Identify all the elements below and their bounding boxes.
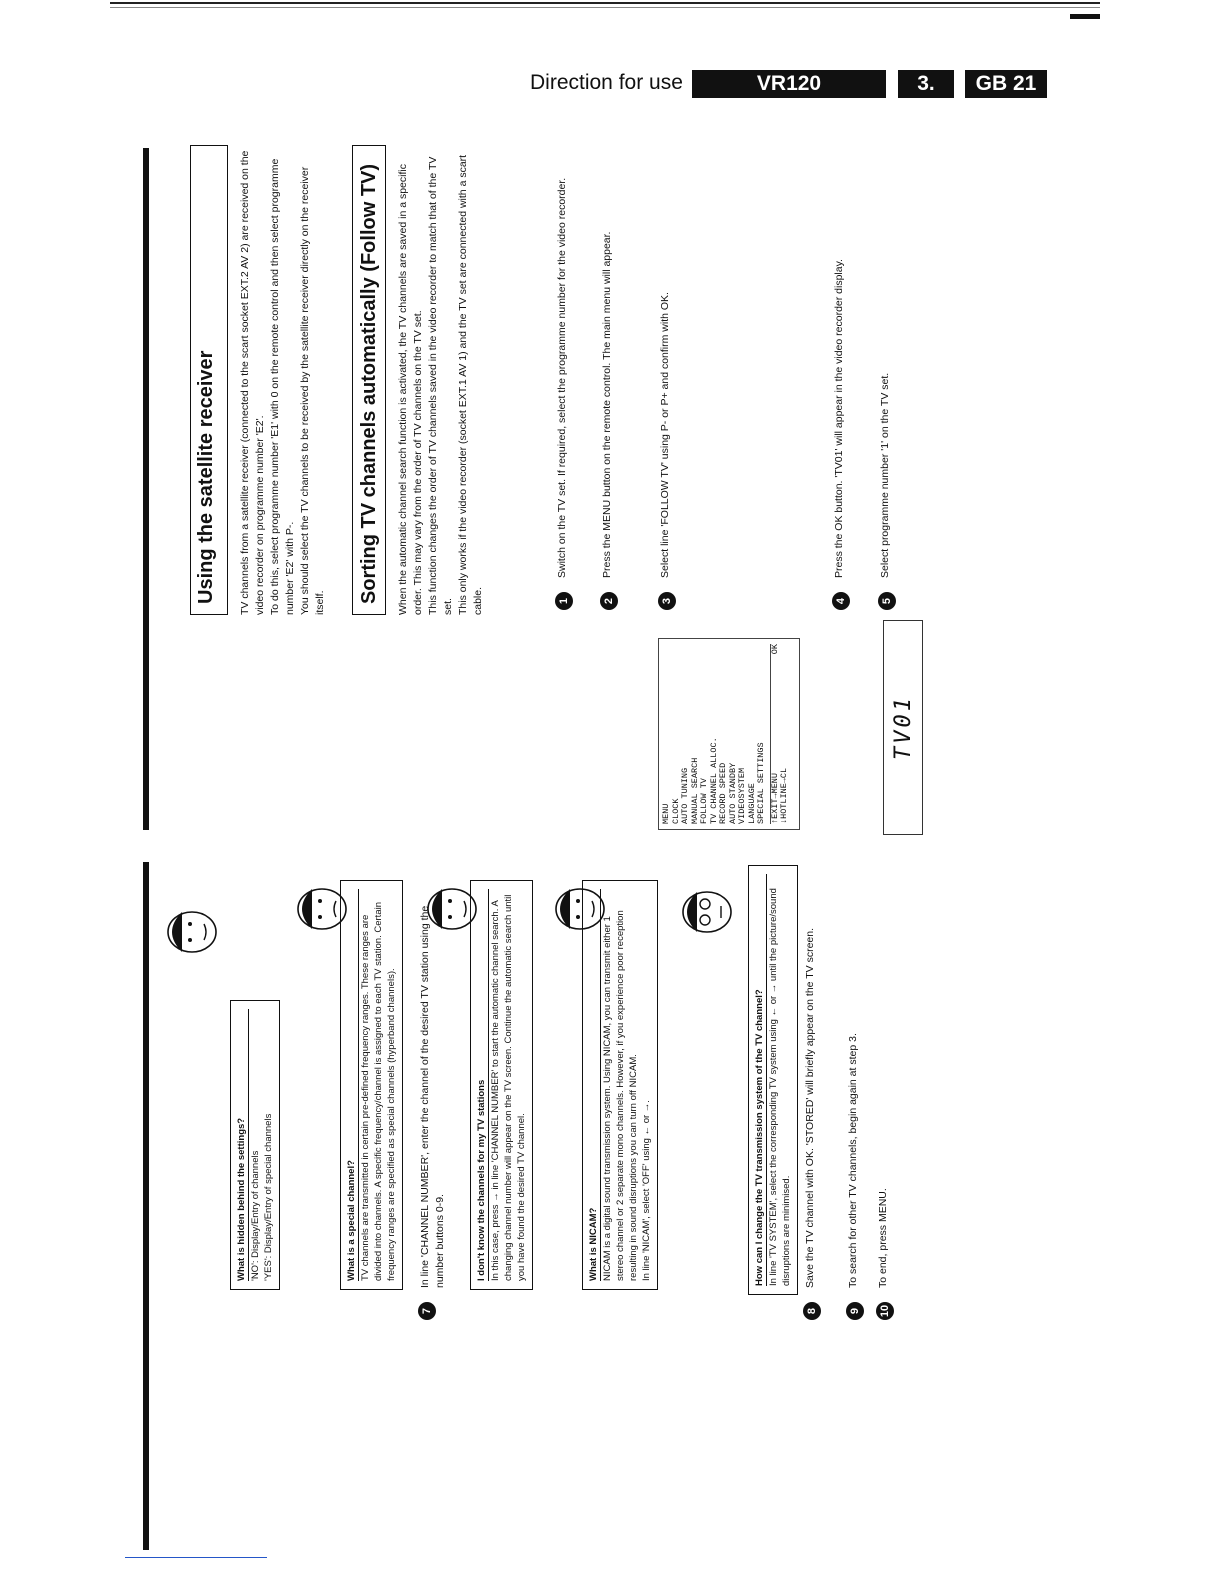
face-5: [675, 868, 742, 948]
column-bar-right: [143, 148, 149, 830]
step-text-5: Select programme number '1' on the TV set.: [879, 372, 891, 578]
corner-mark: [1070, 14, 1100, 19]
sorting-step-4: [832, 150, 850, 610]
tip-line: TV channels are transmitted in certain pre-defined frequency ranges. These ranges are divided into channels. A specific frequency/channel is assigned to each TV station. Certain frequency ranges are specified as special channels (hyperband channels).: [360, 902, 397, 1281]
menu-footer-1: ↑EXIT→MENU: [769, 772, 780, 824]
satellite-section: [190, 145, 328, 615]
sorting-para-2: This function changes the order of TV channels saved in the video recorder to match that of the TV set.: [427, 156, 454, 615]
step-text-8: Save the TV channel with OK. 'STORED' will briefly appear on the TV screen.: [804, 927, 816, 1288]
satellite-title: Using the satellite receiver: [190, 145, 228, 615]
menu-ok: OK: [769, 644, 780, 655]
step-number-4: 4: [832, 592, 850, 610]
sorting-section: [352, 145, 486, 615]
menu-line: MENU: [661, 803, 671, 824]
man-face-icon: [420, 873, 482, 945]
menu-line: MANUAL SEARCH: [689, 757, 700, 824]
menu-screen: [658, 638, 800, 830]
sorting-title: Sorting TV channels automatically (Follow TV): [352, 145, 386, 615]
header-model-badge: VR120: [692, 70, 886, 98]
step-number-1: 1: [555, 592, 573, 610]
menu-line: AUTO STANDBY: [727, 762, 738, 824]
face-4: [548, 865, 615, 945]
tip-title: How can I change the TV transmission system of the TV channel?: [753, 874, 767, 1286]
sorting-step-2: [600, 150, 618, 610]
top-rule: [110, 2, 1100, 4]
sorting-step-3: [658, 150, 676, 610]
step-number-10: 10: [876, 1302, 894, 1320]
step-number-7: 7: [418, 1302, 436, 1320]
tip-title: What is a special channel?: [345, 889, 359, 1281]
man-face-icon: [290, 873, 352, 945]
tip-title: I don't know the channels for my TV stations: [475, 889, 489, 1281]
menu-line: VIDEOSYSTEM: [737, 767, 747, 824]
top-rule-thin: [110, 7, 1100, 8]
satellite-para-2: To do this, select programme number 'E1' with 0 on the remote control and then select programme number 'E2' with P-.: [269, 158, 296, 615]
step-number-9: 9: [846, 1302, 864, 1320]
tip-line: In line 'NICAM', select 'OFF' using ← or →.: [641, 1100, 652, 1281]
menu-footer-2: ↓HOTLINE→CL: [779, 767, 789, 824]
menu-line: RECORD SPEED: [718, 762, 728, 824]
tip-line: In line 'TV SYSTEM', select the corresponding TV system using ← or → until the picture/sound disruptions are minimised.: [768, 888, 792, 1286]
menu-line: CLOCK: [670, 798, 681, 824]
tip-title: What is hidden behind the settings?: [235, 1009, 249, 1281]
menu-line: TV CHANNEL ALLOC.: [708, 737, 719, 824]
tip-line: 'NO': Display/Entry of channels: [250, 1150, 261, 1281]
recorder-display: [883, 620, 923, 835]
menu-line: FOLLOW TV: [699, 778, 709, 824]
sorting-step-1: [555, 150, 573, 610]
step-number-3: 3: [658, 592, 676, 610]
tip-title: What is NICAM?: [587, 889, 601, 1281]
bottom-rule: [125, 1557, 267, 1558]
header-chapter-badge: 3.: [898, 70, 954, 98]
face-3: [420, 865, 487, 945]
step-number-8: 8: [803, 1302, 821, 1320]
left-step-7: [418, 880, 448, 1320]
man-face-icon: [160, 896, 222, 968]
left-step-9: [846, 880, 864, 1320]
step-text-2: Press the MENU button on the remote control. The main menu will appear.: [601, 231, 613, 578]
tip-line: 'YES': Display/Entry of special channels: [263, 1113, 274, 1281]
face-2: [290, 865, 357, 945]
tip-5: [748, 865, 798, 1295]
step-text-3: Select line 'FOLLOW TV' using P- or P+ and confirm with OK.: [659, 292, 671, 578]
left-step-10: [876, 880, 894, 1320]
tip-line: NICAM is a digital sound transmission system. Using NICAM, you can transmit either 1 stereo channel or 2 separate mono channels. However, if you experience poor reception resulting in sound disruptions you can turn off NICAM.: [602, 910, 639, 1281]
satellite-para-1: TV channels from a satellite receiver (connected to the scart socket EXT.2 AV 2) are received on the video recorder on programme number 'E2'.: [239, 150, 266, 615]
man-face-icon: [548, 873, 610, 945]
step-text-1: Switch on the TV set. If required, select the programme number for the video recorder.: [556, 177, 568, 578]
sorting-para-1: When the automatic channel search function is activated, the TV channels are saved in a specific order. This may vary from the order of TV channels on the TV set.: [397, 164, 424, 615]
step-text-4: Press the OK button. 'TV01' will appear in the video recorder display.: [833, 259, 845, 578]
menu-line: SPECIAL SETTINGS: [756, 742, 766, 824]
tip-line: In this case, press → in line 'CHANNEL NUMBER' to start the automatic channel search. A changing channel number will appear on the TV screen. Continue the automatic search until you have found the desired TV channel.: [490, 894, 527, 1281]
step-text-10: To end, press MENU.: [877, 1188, 889, 1288]
sorting-step-5: [878, 150, 896, 610]
step-number-5: 5: [878, 592, 896, 610]
menu-line: LANGUAGE: [746, 783, 757, 824]
satellite-para-3: You should select the TV channels to be received by the satellite receiver directly on the receiver itself.: [299, 166, 326, 615]
man-with-glasses-icon: [675, 876, 737, 948]
face-1: [160, 888, 227, 968]
display-readout: TV01: [883, 620, 923, 835]
left-step-8: [803, 880, 821, 1320]
column-bar-left: [143, 862, 149, 1550]
step-text-7: In line 'CHANNEL NUMBER', enter the channel of the desired TV station using the number buttons 0-9.: [419, 905, 446, 1288]
sorting-para-3: This only works if the video recorder (socket EXT.1 AV 1) and the TV set are connected with a scart cable.: [457, 154, 484, 615]
tip-1: [230, 1000, 280, 1290]
header-section-label: Direction for use: [530, 71, 683, 94]
step-text-9: To search for other TV channels, begin again at step 3.: [847, 1033, 859, 1288]
step-number-2: 2: [600, 592, 618, 610]
header-page-badge: GB 21: [965, 70, 1047, 98]
menu-line: AUTO TUNING: [680, 767, 690, 824]
